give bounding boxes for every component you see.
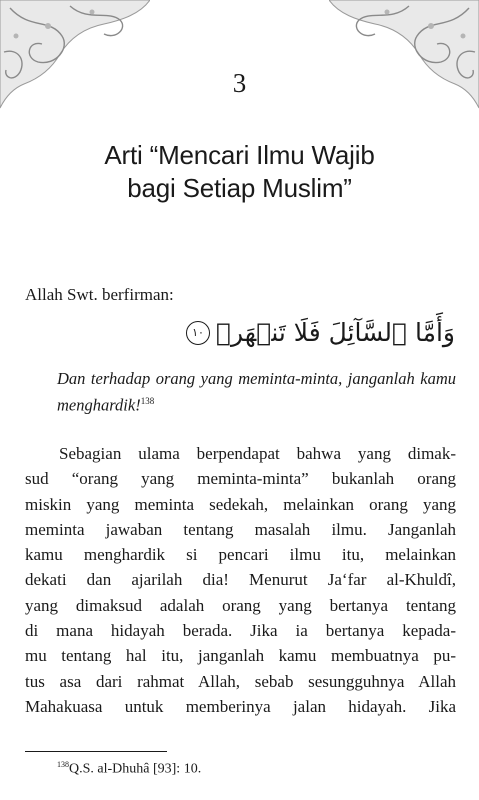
body-line: mu tentang hal itu, janganlah kamu membuatnya pu- [25,646,456,666]
arabic-verse [186,318,455,347]
verse-translation [57,367,456,417]
body-line: dekati dan ajarilah dia! Menurut Ja‘far al-Khuldî, [25,570,456,590]
body-line: tus asa dari rahmat Allah, sebab sesungguhnya Allah [25,671,456,691]
chapter-title [0,139,479,205]
footnote [57,760,201,778]
footnote-divider [25,751,167,752]
footnote-text: Q.S. al-Dhuhâ [93]: 10. [69,761,202,777]
verse-intro: Allah Swt. berfirman: [25,285,174,304]
body-line: meminta jawaban tentang masalah ilmu. Janganlah [25,519,456,539]
body-line: miskin yang meminta sedekah, melainkan orang yang [25,494,456,514]
arabic-verse-text: وَأَمَّا ٱلسَّآئِلَ فَلَا تَنۡهَرۡ [216,318,455,347]
ayah-number-icon: ١٠ [186,321,210,345]
chapter-number: 3 [232,68,247,98]
body-line: di mana hidayah berada. Jika ia bertanya kepada- [25,621,456,641]
body-line: yang dimaksud adalah orang yang bertanya tentang [25,595,456,615]
body-line: kamu menghardik si pencari ilmu itu, melainkan [25,545,456,565]
body-paragraph [25,441,456,719]
chapter-title-line: Arti “Mencari Ilmu Wajib [104,140,375,170]
footnote-reference: 138 [140,396,155,406]
verse-translation-text: Dan terhadap orang yang meminta-minta, janganlah kamu menghardik! [57,369,456,415]
body-line: Sebagian ulama berpendapat bahwa yang dimak- [59,444,456,463]
body-line: sud “orang yang meminta-minta” bukanlah orang [25,469,456,489]
footnote-number: 138 [57,760,69,769]
body-line: Mahakuasa untuk memberinya jalan hidayah. Jika [25,696,456,716]
chapter-title-line: bagi Setiap Muslim” [127,173,352,203]
